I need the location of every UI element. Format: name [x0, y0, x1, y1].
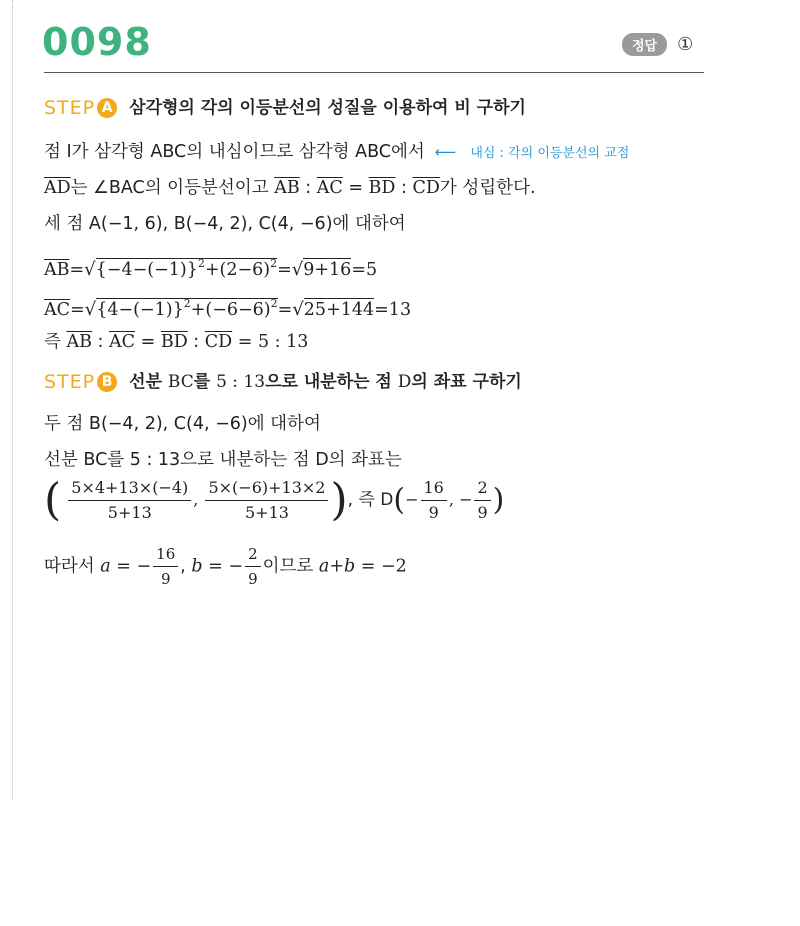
title-part: D — [397, 372, 412, 392]
sqrt-icon: √ — [84, 259, 96, 280]
header-divider — [44, 72, 704, 73]
sqrt-icon: √ — [291, 259, 304, 280]
step-a-line-1-text: 점 I가 삼각형 ABC의 내심이므로 삼각형 ABC에서 — [44, 142, 425, 162]
step-b-word: STEP — [44, 371, 96, 393]
step-b-line-1: 두 점 B(−4, 2), C(4, −6)에 대하여 — [44, 414, 321, 434]
prefix: 즉 — [44, 332, 67, 352]
exponent: 2 — [270, 257, 278, 270]
numerator: 5×(−6)+13×2 — [205, 476, 328, 501]
left-paren: ( — [393, 482, 406, 518]
radicand — [96, 298, 277, 320]
sqrt-icon: √ — [292, 299, 304, 320]
denominator: 5+13 — [244, 503, 289, 522]
line-2-tail: 가 성립한다. — [439, 178, 536, 198]
answer-value: ① — [677, 34, 694, 55]
since-text: 이므로 — [262, 556, 319, 577]
denominator: 5+13 — [107, 503, 152, 522]
colon: : — [187, 332, 205, 352]
step-a-word: STEP — [44, 97, 96, 119]
colon: : — [91, 332, 109, 352]
segment-ab: $\overline{AB}$ — [66, 332, 92, 352]
radicand-part: +(2−6) — [204, 260, 271, 280]
d-x-fraction — [421, 476, 447, 525]
numerator: 5×4+13×(−4) — [68, 476, 191, 501]
denominator: 9 — [160, 570, 171, 588]
step-b-badge: B — [97, 372, 117, 392]
numerator: 2 — [474, 476, 490, 501]
a-fraction — [153, 542, 178, 591]
ratio-value: = 5 : 13 — [232, 332, 309, 352]
equals-neg: = − — [110, 556, 152, 577]
ratio-result-line — [44, 330, 308, 354]
radicand: 9+16 — [303, 260, 352, 280]
radicand — [96, 258, 277, 280]
step-b-title — [129, 370, 522, 394]
equals: = — [69, 260, 85, 280]
segment-ac: $\overline{AC}$ — [44, 300, 71, 320]
right-paren: ) — [330, 474, 348, 526]
d-y-fraction — [474, 476, 490, 525]
ac-length-formula — [44, 292, 411, 322]
segment-ac: $\overline{AC}$ — [109, 332, 136, 352]
segment-ad: $\overline{AD}$ — [44, 178, 71, 198]
point-d-formula: ( $\frac{5\times 4+13\times(-4)}{5+13}$ , $\frac{5\times(-6)+13\times 2}{5+13}$ ), 즉 D(− $\frac{16}{9}$ , − $\frac{2}{9}$ ) — [44, 474, 505, 526]
var-b: b — [191, 556, 203, 577]
title-part: 를 — [193, 372, 217, 392]
segment-bd: $\overline{BD}$ — [368, 178, 396, 198]
exponent: 2 — [270, 297, 278, 310]
result: =13 — [374, 300, 412, 320]
equals: = — [277, 260, 292, 280]
step-a-line-3: 세 점 A(−1, 6), B(−4, 2), C(4, −6)에 대하여 — [44, 214, 406, 234]
exponent: 2 — [197, 257, 205, 270]
b-fraction — [245, 542, 261, 591]
denominator: 9 — [428, 503, 439, 522]
final-answer-line: 따라서 a = − $\frac{16}{9}$ , b = − $\frac{2}{9}$ 이므로 a+b = −2 — [44, 542, 407, 591]
x-fraction — [68, 476, 191, 525]
radicand: 25+144 — [303, 300, 375, 320]
answer-area — [622, 33, 693, 56]
step-a-heading — [44, 96, 526, 120]
result: =5 — [351, 260, 378, 280]
right-paren: ) — [492, 482, 505, 518]
radicand-part: {4−(−1)} — [96, 300, 184, 320]
var-a: a — [100, 556, 111, 577]
step-a-title: 삼각형의 각의 이등분선의 성질을 이용하여 비 구하기 — [129, 98, 526, 118]
equals: = — [342, 178, 369, 198]
title-part: 선분 — [129, 372, 168, 392]
title-part: 의 좌표 구하기 — [411, 372, 522, 392]
sum-result: = −2 — [355, 556, 407, 577]
segment-ab: $\overline{AB}$ — [44, 260, 70, 280]
denominator: 9 — [477, 503, 488, 522]
title-part: 으로 내분하는 점 — [265, 372, 398, 392]
prefix: 따라서 — [44, 556, 101, 577]
step-a-line-2 — [44, 176, 536, 200]
colon: : — [395, 178, 413, 198]
radicand-part: +(−6−6) — [190, 300, 271, 320]
segment-bd: $\overline{BD}$ — [160, 332, 188, 352]
step-a-line-1 — [44, 140, 629, 166]
title-part: 5 : 13 — [216, 372, 266, 392]
segment-ab: $\overline{AB}$ — [274, 178, 300, 198]
incenter-note: 내심 : 각의 이등분선의 교점 — [470, 146, 630, 161]
answer-badge: 정답 — [622, 33, 667, 56]
line-2-mid: 는 ∠BAC의 이등분선이고 — [70, 178, 275, 198]
numerator: 16 — [421, 476, 447, 501]
segment-cd: $\overline{CD}$ — [412, 178, 440, 198]
page-edge-line — [12, 0, 13, 800]
title-part: BC — [167, 372, 194, 392]
step-b-line-2: 선분 BC를 5 : 13으로 내분하는 점 D의 좌표는 — [44, 450, 402, 470]
denominator: 9 — [248, 570, 258, 588]
left-arrow-icon: ⟵ — [434, 143, 457, 161]
left-paren: ( — [44, 474, 62, 526]
colon: : — [299, 178, 317, 198]
step-a-badge: A — [97, 98, 117, 118]
sqrt-icon: √ — [84, 299, 97, 320]
sum-expression: a+b — [318, 556, 356, 577]
numerator: 16 — [153, 542, 178, 567]
equals-neg: = − — [202, 556, 244, 577]
ab-length-formula — [44, 252, 377, 282]
so-d-label: , 즉 D — [347, 490, 394, 510]
segment-ac: $\overline{AC}$ — [316, 178, 343, 198]
radicand-part: {−4−(−1)} — [95, 260, 198, 280]
problem-number: 0098 — [42, 20, 152, 64]
y-fraction — [205, 476, 328, 525]
exponent: 2 — [183, 297, 191, 310]
equals: = — [135, 332, 161, 352]
equals: = — [70, 300, 85, 320]
equals: = — [277, 300, 293, 320]
numerator: 2 — [245, 542, 261, 567]
step-b-heading — [44, 370, 522, 394]
segment-cd: $\overline{CD}$ — [204, 332, 233, 352]
